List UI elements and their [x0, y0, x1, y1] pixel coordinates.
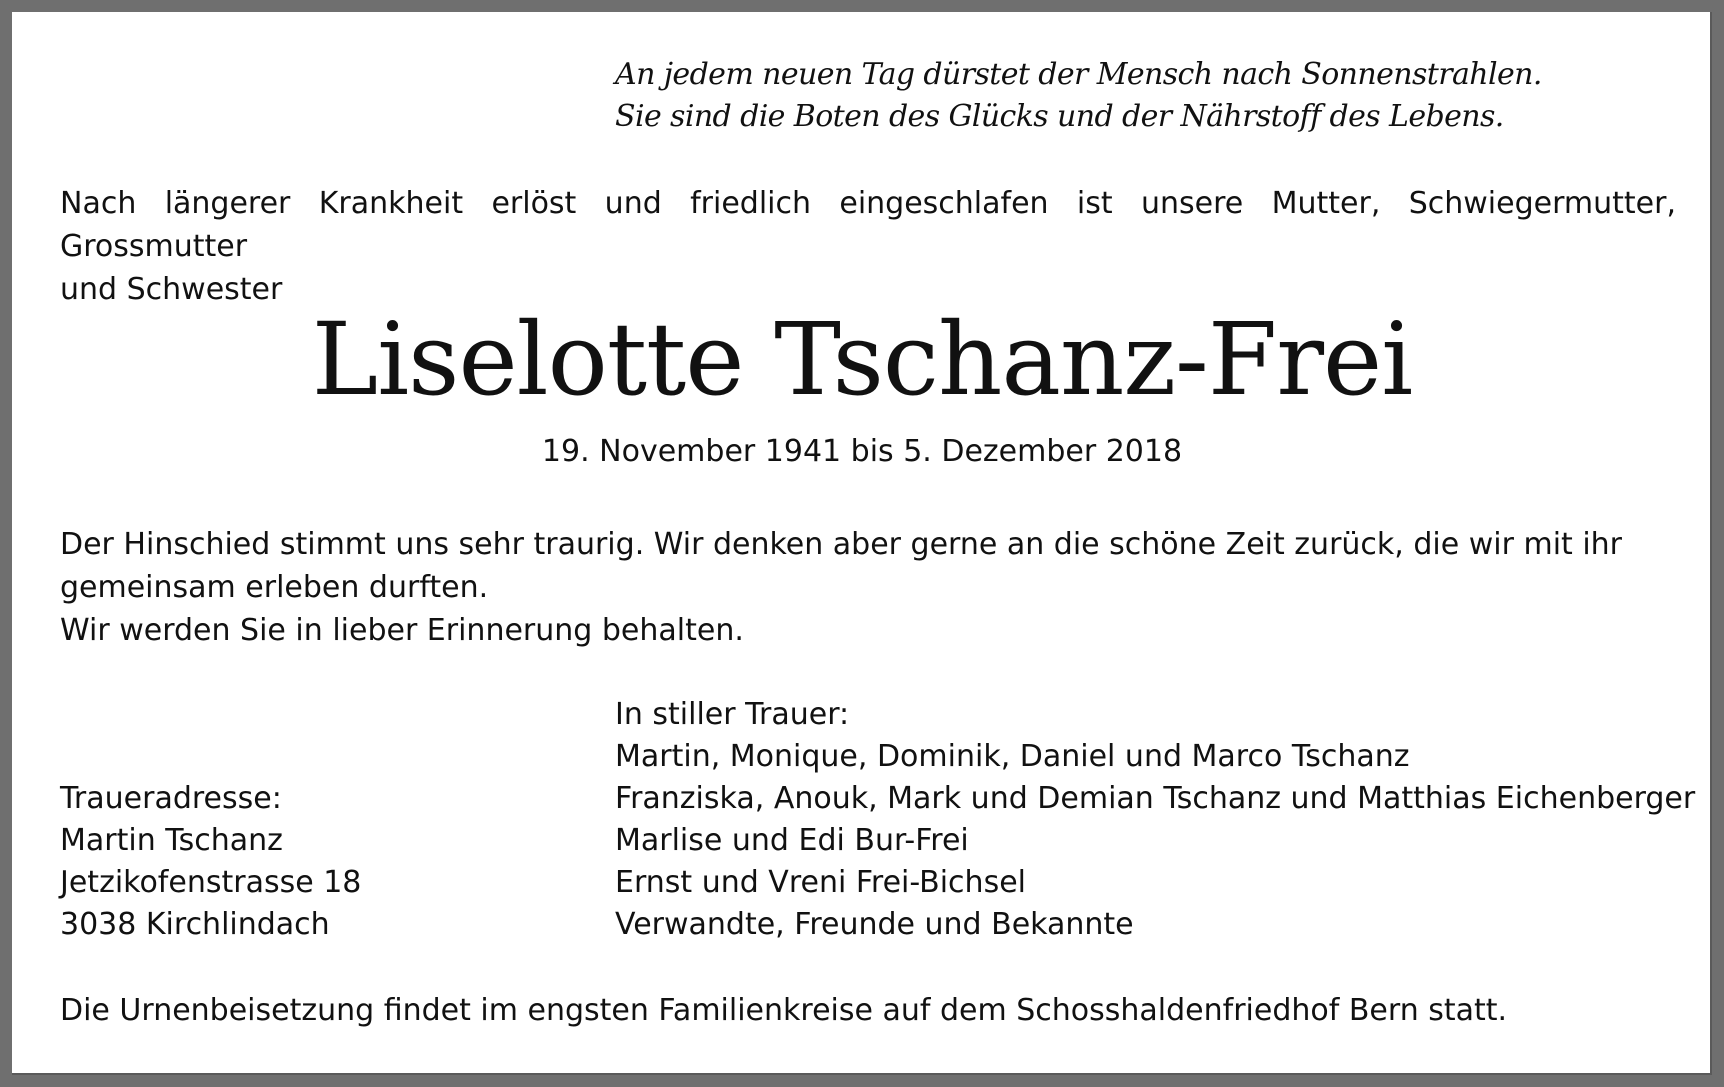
mourner-line: Franziska, Anouk, Mark und Demian Tschanz und Matthias Eichenberger — [615, 781, 1696, 816]
motto-line: An jedem neuen Tag dürstet der Mensch nach Sonnenstrahlen. — [615, 57, 1542, 92]
mourner-line: Marlise und Edi Bur-Frei — [615, 823, 969, 858]
intro-paragraph — [60, 182, 1676, 311]
intro-line: Nach längerer Krankheit erlöst und friedlich eingeschlafen ist unsere Mutter, Schwiegermutter, Grossmutter — [60, 186, 1676, 264]
obituary-notice — [12, 12, 1712, 1075]
address-line: Jetzikofenstrasse 18 — [60, 865, 362, 900]
motto-line: Sie sind die Boten des Glücks und der Nährstoff des Lebens. — [615, 99, 1504, 134]
message-paragraph — [60, 523, 1676, 652]
message-line: gemeinsam erleben durften. — [60, 570, 489, 605]
deceased-name: Liselotte Tschanz-Frei — [311, 301, 1413, 418]
mourners-heading: In stiller Trauer: — [615, 697, 850, 732]
mourner-line: Martin, Monique, Dominik, Daniel und Marco Tschanz — [615, 739, 1410, 774]
intro-line: und Schwester — [60, 272, 283, 307]
motto-quote — [615, 54, 1542, 138]
address-line: 3038 Kirchlindach — [60, 907, 330, 942]
address-line: Martin Tschanz — [60, 823, 283, 858]
mourner-line: Verwandte, Freunde und Bekannte — [615, 907, 1134, 942]
address-label: Traueradresse: — [60, 781, 282, 816]
message-line: Der Hinschied stimmt uns sehr traurig. Wir denken aber gerne an die schöne Zeit zurück, die wir mit ihr — [60, 527, 1623, 562]
burial-note: Die Urnenbeisetzung findet im engsten Familienkreise auf dem Schosshaldenfriedhof Bern statt. — [60, 993, 1508, 1028]
mourner-line: Ernst und Vreni Frei-Bichsel — [615, 865, 1026, 900]
message-line: Wir werden Sie in lieber Erinnerung behalten. — [60, 613, 744, 648]
life-dates: 19. November 1941 bis 5. Dezember 2018 — [541, 434, 1183, 469]
